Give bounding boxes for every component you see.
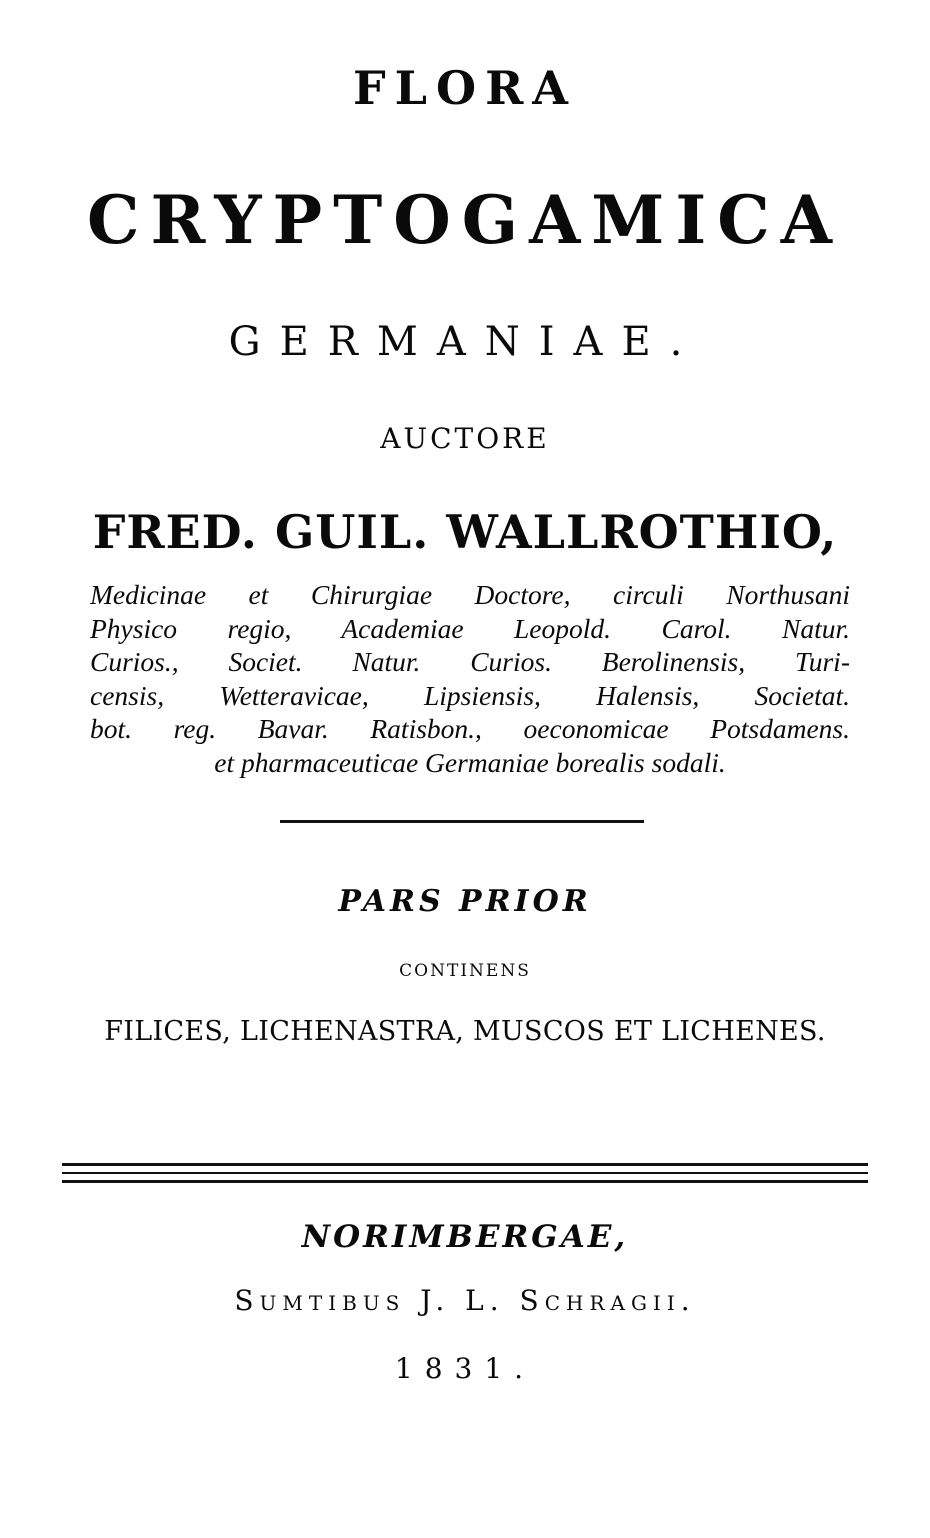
- credentials-line: Physico regio, Academiae Leopold. Carol. Natur.: [90, 612, 850, 644]
- title-line-germaniae: GERMANIAE.: [228, 319, 702, 365]
- credentials-line: Medicinae et Chirurgiae Doctore, circuli Northusani: [90, 579, 850, 610]
- credentials-line: Curios., Societ. Natur. Curios. Berolinensis, Turi-: [90, 646, 850, 677]
- imprint-publisher: Sumtibus J. L. Schragii.: [234, 1284, 696, 1317]
- part-heading: PARS PRIOR: [338, 884, 592, 919]
- author-credentials: [90, 578, 850, 779]
- auctore-label: AUCTORE: [380, 422, 550, 455]
- imprint-place: NORIMBERGAE,: [301, 1219, 629, 1255]
- continens-label: CONTINENS: [399, 961, 531, 981]
- imprint-year: 1831.: [394, 1352, 536, 1385]
- imprint-divider-bottom: [62, 1180, 868, 1183]
- title-line-cryptogamica: CRYPTOGAMICA: [87, 181, 843, 259]
- contents-line: FILICES, LICHENASTRA, MUSCOS ET LICHENES.: [104, 1016, 826, 1047]
- imprint-divider-top: [62, 1163, 868, 1166]
- imprint-divider-middle: [62, 1172, 868, 1174]
- author-name: FRED. GUIL. WALLROTHIO,: [92, 505, 838, 559]
- credentials-line: et pharmaceuticae Germaniae borealis sodali.: [214, 746, 726, 778]
- short-divider: [280, 820, 644, 823]
- credentials-line: censis, Wetteravicae, Lipsiensis, Halensis, Societat.: [90, 679, 850, 711]
- title-line-flora: FLORA: [353, 61, 577, 115]
- credentials-line: bot. reg. Bavar. Ratisbon., oeconomicae Potsdamens.: [90, 713, 850, 744]
